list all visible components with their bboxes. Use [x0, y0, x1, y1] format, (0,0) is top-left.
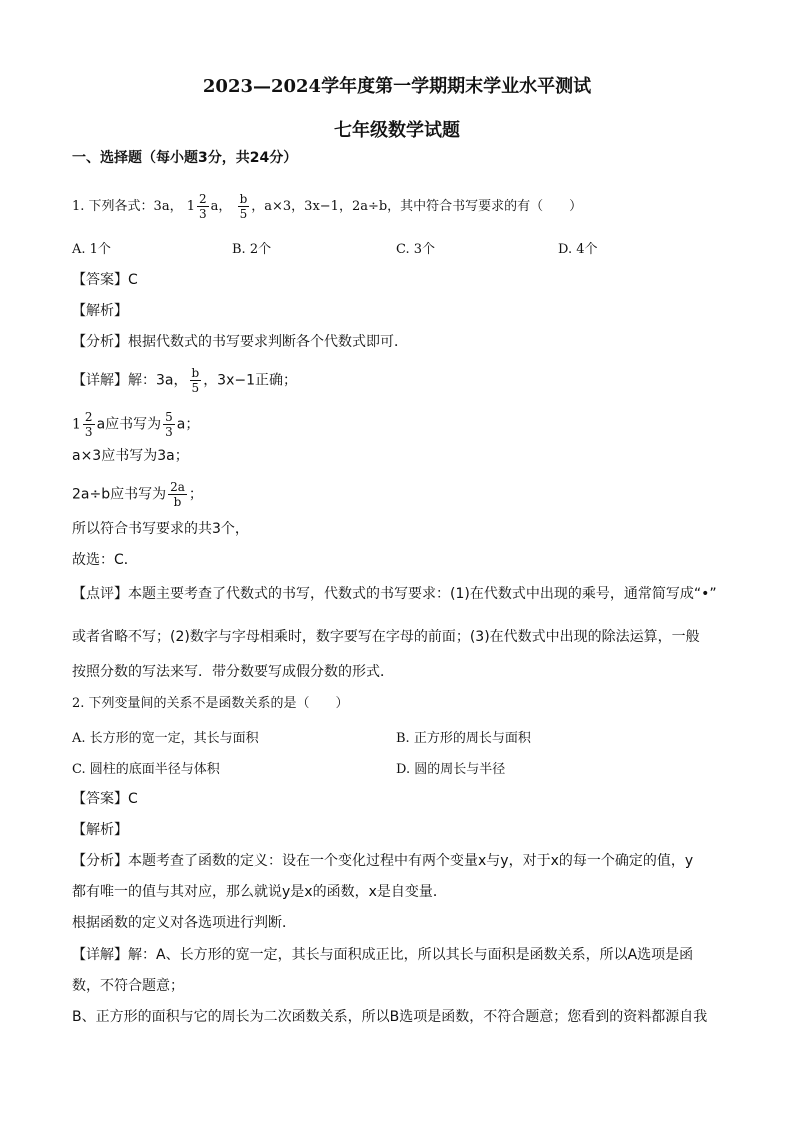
- q1-option-c: C. 3个: [396, 242, 436, 257]
- q1-sep: ，: [169, 199, 183, 214]
- q1-expr-3a: 3a: [153, 199, 170, 214]
- q1-l2-den: 3: [84, 425, 93, 439]
- q1-l2-mid: a应书写为: [96, 416, 162, 433]
- q1-option-a: A. 1个: [72, 242, 111, 257]
- q1-prefix: 1. 下列各式：: [72, 199, 154, 214]
- q1-l2-end: a；: [176, 416, 200, 433]
- q1-detail-frac-den: 5: [191, 381, 200, 395]
- q1-detail-frac: [190, 366, 202, 395]
- q1-analysis-tag: 【解析】: [72, 303, 128, 319]
- q1-l4-frac: [168, 480, 187, 509]
- section-heading: 一、选择题（每小题3分，共24分）: [72, 150, 298, 166]
- q1-comment-2: 或者省略不写；(2)数字与字母相乘时，数字要写在字母的前面；(3)在代数式中出现的除法运算，一般: [72, 629, 700, 645]
- q2-option-d: D. 圆的周长与半径: [396, 762, 506, 777]
- q2-fenxi-2: 都有唯一的值与其对应，那么就说y是x的函数，x是自变量．: [72, 884, 447, 900]
- q2-detail-1: 【详解】解：A、长方形的宽一定，其长与面积成正比，所以其长与面积是函数关系，所以A选项是函: [72, 947, 694, 963]
- q1-detail-line-1: [72, 366, 297, 395]
- q1-comment-1: 【点评】本题主要考查了代数式的书写，代数式的书写要求：(1)在代数式中出现的乘号，通常简写成“•”: [72, 586, 717, 602]
- q1-sep: ，: [218, 199, 232, 214]
- q2-analysis-tag: 【解析】: [72, 822, 128, 838]
- q1-l2-frac: [83, 410, 95, 439]
- q1-l4-end: ；: [188, 486, 203, 503]
- doc-subtitle: 七年级数学试题: [334, 120, 460, 141]
- q1-detail-line-4: [72, 480, 203, 509]
- q1-detail-frac-num: b: [191, 366, 200, 380]
- q1-mixed-var: a: [210, 199, 219, 214]
- q1-l4-num: 2a: [170, 480, 185, 494]
- q1-l2-result-frac: [163, 410, 175, 439]
- q1-detail-line-2: [72, 410, 199, 439]
- q1-l2-num: 2: [84, 410, 93, 424]
- q1-option-d: D. 4个: [558, 242, 598, 257]
- q2-option-a: A. 长方形的宽一定，其长与面积: [72, 731, 259, 746]
- q1-frac-den: 5: [239, 207, 248, 221]
- q1-l2-result-den: 3: [165, 425, 173, 439]
- q1-option-b: B. 2个: [232, 242, 272, 257]
- question-1-stem: [72, 192, 582, 221]
- q2-answer: 【答案】C: [72, 791, 138, 807]
- q1-mixed-fraction: [186, 192, 219, 221]
- q2-option-c: C. 圆柱的底面半径与体积: [72, 762, 220, 777]
- q1-mixed-den: 3: [199, 207, 207, 221]
- q2-fenxi-1: 【分析】本题考查了函数的定义：设在一个变化过程中有两个变量x与y，对于x的每一个确定的值，y: [72, 853, 694, 869]
- q1-rest: ，a×3，3x−1，2a÷b，其中符合书写要求的有（ ）: [251, 199, 583, 214]
- q1-l4-den: b: [173, 495, 182, 509]
- q1-detail-line-6: 故选：C．: [72, 552, 138, 568]
- question-2-stem: 2. 下列变量间的关系不是函数关系的是（ ）: [72, 696, 349, 711]
- q2-fenxi-3: 根据函数的定义对各选项进行判断．: [72, 915, 296, 931]
- q1-l2-whole: 1: [72, 416, 81, 433]
- q1-detail-line-3: a×3应书写为3a；: [72, 448, 189, 464]
- q1-answer: 【答案】C: [72, 272, 138, 288]
- q1-fenxi: 【分析】根据代数式的书写要求判断各个代数式即可．: [72, 334, 408, 350]
- q1-mixed-whole: 1: [186, 199, 196, 214]
- q2-option-b: B. 正方形的周长与面积: [396, 731, 531, 746]
- q1-detail-prefix: 【详解】解：3a，: [72, 372, 188, 389]
- q1-detail-line-5: 所以符合书写要求的共3个，: [72, 521, 249, 537]
- q1-frac-b5: [238, 192, 250, 221]
- q1-comment-3: 按照分数的写法来写．带分数要写成假分数的形式．: [72, 664, 394, 680]
- q2-detail-3: B、正方形的面积与它的周长为二次函数关系，所以B选项是函数，不符合题意；您看到的资料都源自我: [72, 1009, 708, 1025]
- q1-mixed-num: 2: [199, 192, 207, 206]
- q2-detail-2: 数，不符合题意；: [72, 978, 184, 994]
- q1-frac-num: b: [239, 192, 248, 206]
- q1-mixed-frac: [197, 192, 209, 221]
- doc-title: 2023—2024学年度第一学期期末学业水平测试: [202, 76, 592, 97]
- q1-l2-result-num: 5: [165, 410, 173, 424]
- q1-detail-suffix: ，3x−1正确；: [203, 372, 298, 389]
- q1-l4-prefix: 2a÷b应书写为: [72, 486, 167, 503]
